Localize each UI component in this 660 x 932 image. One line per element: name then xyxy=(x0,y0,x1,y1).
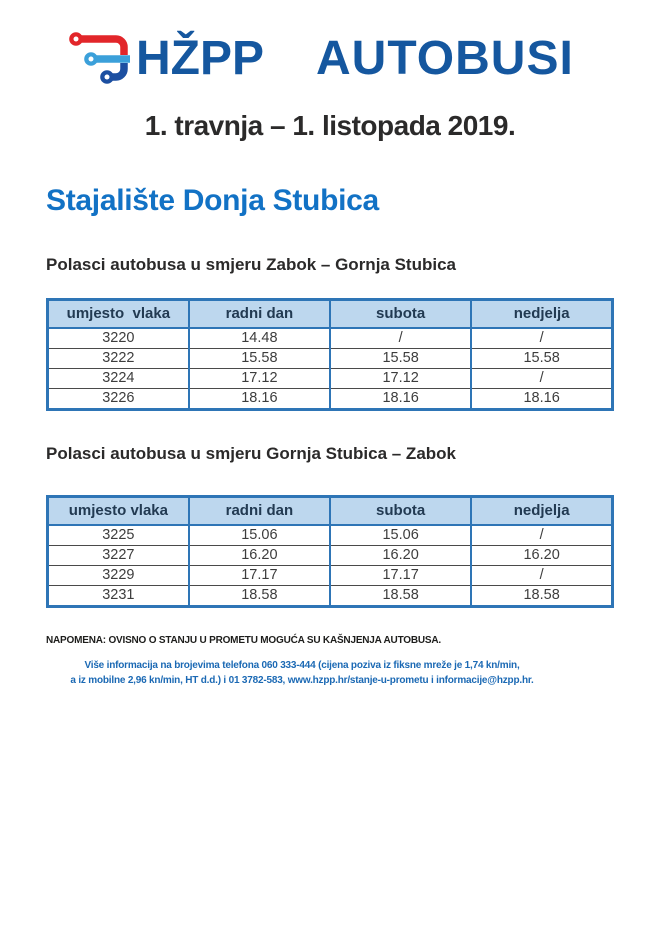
table-header-row xyxy=(48,300,613,329)
contact-info-line-2: a iz mobilne 2,96 kn/min, HT d.d.) i 01 3782-583, www.hzpp.hr/stanje-u-prometu i informacije@hzpp.hr. xyxy=(70,675,534,686)
delay-note: NAPOMENA: OVISNO O STANJU U PROMETU MOGUĆA SU KAŠNJENJA AUTOBUSA. xyxy=(46,635,441,646)
time-cell: / xyxy=(471,328,612,349)
time-cell: 16.20 xyxy=(471,546,612,566)
masthead xyxy=(66,28,660,90)
direction-heading-zabok-gornja-stubica: Polasci autobusa u smjeru Zabok – Gornja Stubica xyxy=(46,255,456,274)
train-number-cell: 3229 xyxy=(48,566,189,586)
time-cell: 17.17 xyxy=(189,566,330,586)
station-heading: Stajalište Donja Stubica xyxy=(46,184,379,217)
column-header-umjesto-vlaka: umjesto vlaka xyxy=(48,300,189,329)
table-row xyxy=(48,349,613,369)
time-cell: 18.16 xyxy=(330,389,471,410)
train-number-cell: 3220 xyxy=(48,328,189,349)
table-row xyxy=(48,566,613,586)
time-cell: 15.58 xyxy=(189,349,330,369)
brand-wordmark: HŽPP xyxy=(136,32,265,85)
table-header-row xyxy=(48,497,613,526)
time-cell: 17.12 xyxy=(189,369,330,389)
table-row xyxy=(48,586,613,607)
validity-period: 1. travnja – 1. listopada 2019. xyxy=(144,110,516,141)
contact-info-line-1: Više informacija na brojevima telefona 060 333-444 (cijena poziva iz fiksne mreže je 1,74 kn/min, xyxy=(84,660,520,671)
time-cell: / xyxy=(330,328,471,349)
timetable-gornja-stubica-zabok xyxy=(46,495,614,608)
time-cell: / xyxy=(471,369,612,389)
column-header-radni-dan: radni dan xyxy=(189,300,330,329)
time-cell: / xyxy=(471,525,612,546)
column-header-nedjelja: nedjelja xyxy=(471,300,612,329)
time-cell: 15.06 xyxy=(189,525,330,546)
time-cell: 18.58 xyxy=(189,586,330,607)
table-row xyxy=(48,525,613,546)
time-cell: 17.17 xyxy=(330,566,471,586)
time-cell: 15.58 xyxy=(471,349,612,369)
timetable-zabok-gornja-stubica xyxy=(46,298,614,411)
table-row xyxy=(48,369,613,389)
table-row xyxy=(48,389,613,410)
train-number-cell: 3231 xyxy=(48,586,189,607)
column-header-nedjelja: nedjelja xyxy=(471,497,612,526)
document-title: AUTOBUSI xyxy=(316,32,574,85)
time-cell: 16.20 xyxy=(189,546,330,566)
train-number-cell: 3222 xyxy=(48,349,189,369)
time-cell: 18.16 xyxy=(471,389,612,410)
column-header-subota: subota xyxy=(330,497,471,526)
train-number-cell: 3224 xyxy=(48,369,189,389)
train-number-cell: 3227 xyxy=(48,546,189,566)
direction-heading-gornja-stubica-zabok: Polasci autobusa u smjeru Gornja Stubica – Zabok xyxy=(46,444,456,463)
column-header-subota: subota xyxy=(330,300,471,329)
time-cell: 15.06 xyxy=(330,525,471,546)
contact-info xyxy=(42,658,562,688)
table-row xyxy=(48,546,613,566)
time-cell: / xyxy=(471,566,612,586)
train-number-cell: 3225 xyxy=(48,525,189,546)
table-row xyxy=(48,328,613,349)
column-header-radni-dan: radni dan xyxy=(189,497,330,526)
train-number-cell: 3226 xyxy=(48,389,189,410)
time-cell: 17.12 xyxy=(330,369,471,389)
time-cell: 18.58 xyxy=(330,586,471,607)
column-header-umjesto-vlaka: umjesto vlaka xyxy=(48,497,189,526)
time-cell: 18.58 xyxy=(471,586,612,607)
time-cell: 18.16 xyxy=(189,389,330,410)
time-cell: 14.48 xyxy=(189,328,330,349)
time-cell: 15.58 xyxy=(330,349,471,369)
time-cell: 16.20 xyxy=(330,546,471,566)
hzpp-logo-icon xyxy=(66,29,134,89)
